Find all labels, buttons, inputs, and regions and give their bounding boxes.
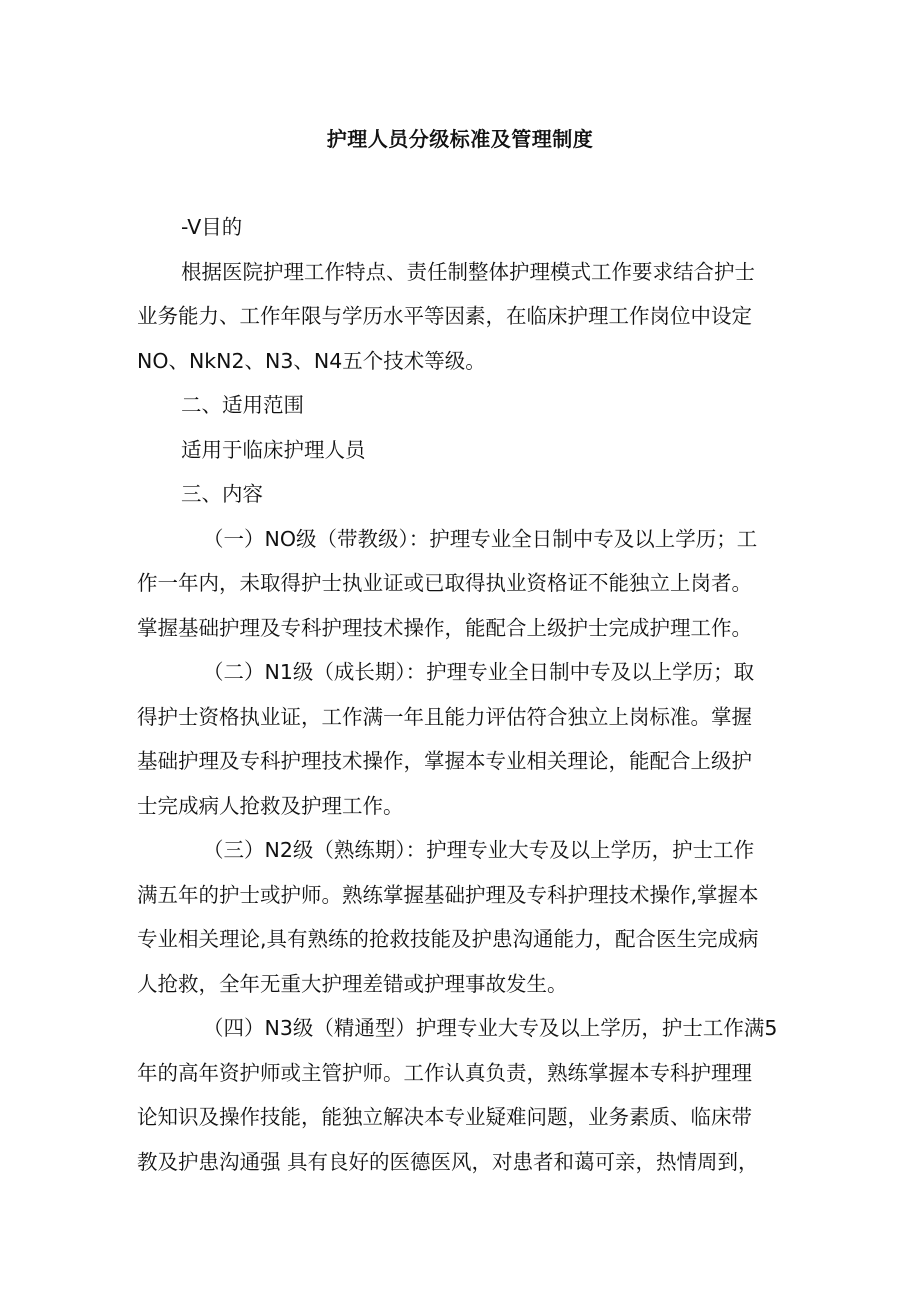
paragraph-line: 作一年内，未取得护士执业证或已取得执业资格证不能独立上岗者。 (137, 571, 752, 595)
paragraph-line: 年的高年资护师或主管护师。工作认真负责，熟练掌握本专科护理理 (137, 1060, 752, 1085)
paragraph-line: （三）N2级（熟练期）：护理专业大专及以上学历，护士工作 (203, 838, 755, 862)
document-title: 护理人员分级标准及管理制度 (326, 127, 594, 151)
paragraph-line: 教及护患沟通强 具有良好的医德医风，对患者和蔼可亲，热情周到， (137, 1149, 759, 1174)
section-heading-content: 三、内容 (181, 482, 263, 506)
section-heading-purpose: -V目的 (181, 215, 243, 239)
paragraph-line: NO、NkN2、N3、N4五个技术等级。 (137, 348, 486, 373)
paragraph-line: 士完成病人抢救及护理工作。 (137, 793, 404, 818)
paragraph-line: 满五年的护士或护师。熟练掌握基础护理及专科护理技术操作,掌握本 (137, 882, 759, 907)
paragraph-line: （一）NO级（带教级）：护理专业全日制中专及以上学历；工 (203, 526, 758, 551)
paragraph-line: 适用于临床护理人员 (181, 437, 366, 462)
paragraph-line: 得护士资格执业证，工作满一年且能力评估符合独立上岗标准。掌握 (137, 704, 752, 729)
paragraph-line: 专业相关理论,具有熟练的抢救技能及护患沟通能力，配合医生完成病 (137, 927, 759, 951)
paragraph-line: 人抢救，全年无重大护理差错或护理事故发生。 (137, 971, 568, 996)
paragraph-line: 论知识及操作技能，能独立解决本专业疑难问题，业务素质、临床带 (137, 1105, 752, 1129)
section-heading-scope: 二、适用范围 (181, 393, 304, 417)
paragraph-line: 业务能力、工作年限与学历水平等因素，在临床护理工作岗位中设定 (137, 304, 752, 328)
paragraph-line: （二）N1级（成长期）：护理专业全日制中专及以上学历；取 (203, 660, 755, 684)
paragraph-line: （四）N3级（精通型）护理专业大专及以上学历，护士工作满5 (203, 1016, 778, 1040)
paragraph-line: 掌握基础护理及专科护理技术操作，能配合上级护士完成护理工作。 (137, 615, 752, 640)
paragraph-line: 基础护理及专科护理技术操作，掌握本专业相关理论，能配合上级护 (137, 749, 752, 773)
document-body (137, 205, 787, 1184)
paragraph-line: 根据医院护理工作特点、责任制整体护理模式工作要求结合护士 (181, 259, 755, 284)
